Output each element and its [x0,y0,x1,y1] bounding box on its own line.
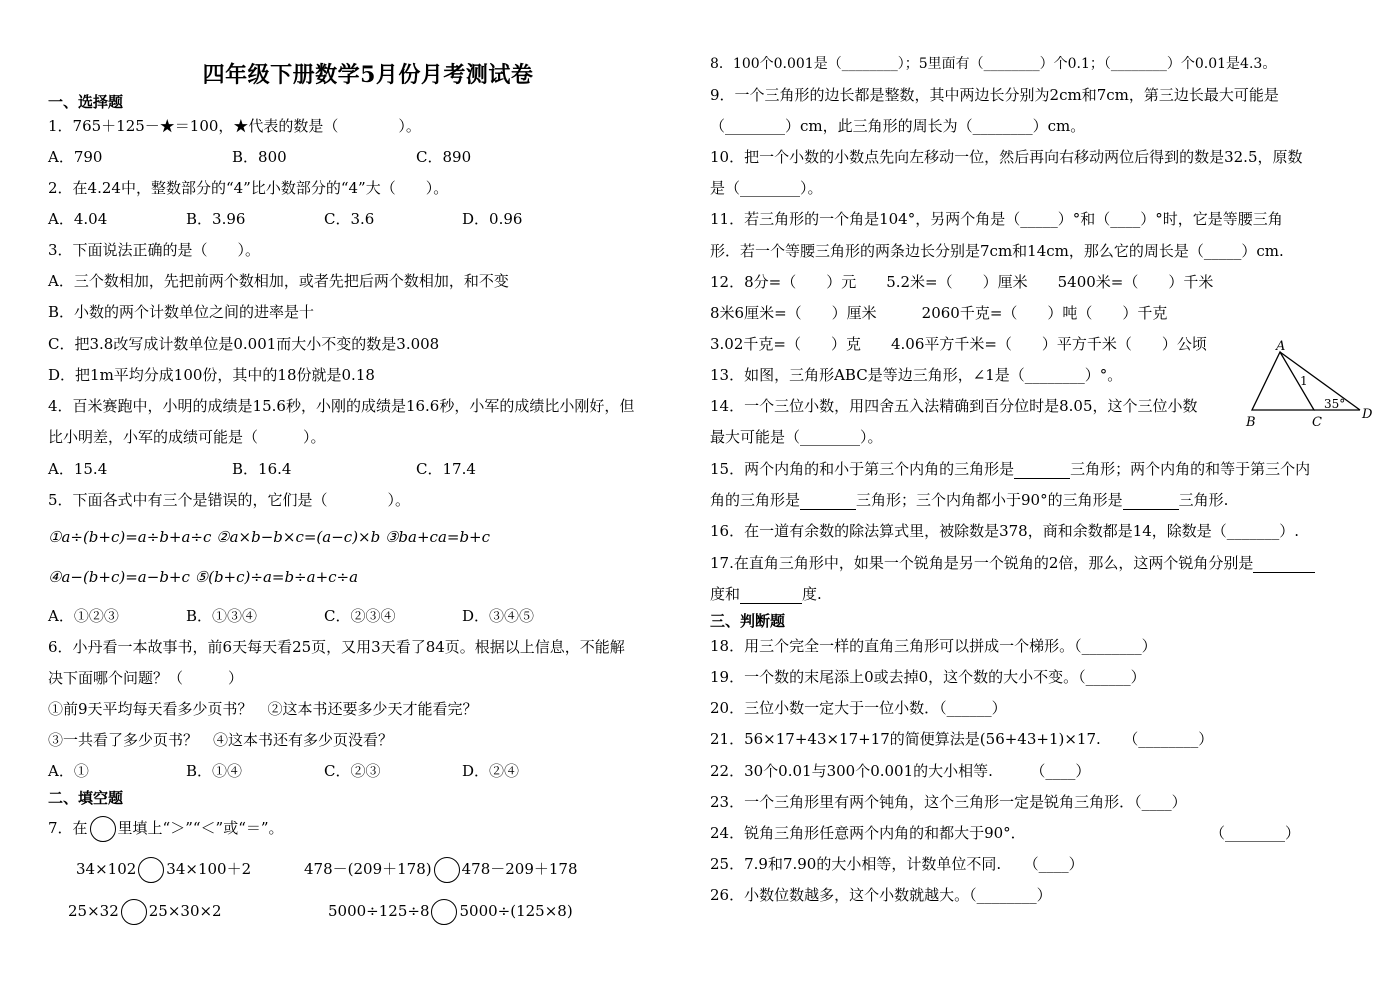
question-19: 19．一个数的末尾添上0或去掉0，这个数的大小不变。（______） [710,668,1146,686]
question-11-line1: 11．若三角形的一个角是104°，另两个角是（_____）°和（____）°时，它是等腰三角 [710,210,1283,228]
q7-expression-2 [304,856,578,883]
q3-option-b: B．小数的两个计数单位之间的进率是十 [48,303,315,321]
q5-option-a: A．①②③ [48,607,119,625]
section-heading-choice: 一、选择题 [48,93,124,111]
question-1: 1．765＋125－★＝100，★代表的数是（ ）。 [48,117,421,135]
q4-option-c: C．17.4 [416,460,476,478]
question-25: 25．7.9和7.90的大小相等，计数单位不同. （____） [710,855,1084,873]
question-7 [48,814,284,842]
q1-option-b: B．800 [232,148,287,166]
question-12-line1: 12．8分=（ ）元 5.2米=（ ）厘米 5400米=（ ）千米 [710,273,1214,291]
q24-answer-blank: （________） [1210,824,1301,842]
question-15-line1 [710,459,1310,479]
question-12-line3: 3.02千克=（ ）克 4.06平方千米=（ ）平方千米（ ）公顷 [710,335,1207,353]
question-12-line2: 8米6厘米=（ ）厘米 2060千克=（ ）吨（ ）千克 [710,304,1168,322]
page-title: 四年级下册数学5月份月考测试卷 [202,62,534,88]
triangle-figure [1240,340,1376,432]
q5-option-b: B．①③④ [186,607,258,625]
q1-option-c: C．890 [416,148,472,166]
question-13: 13．如图，三角形ABC是等边三角形，∠1是（________）°。 [710,366,1123,384]
q2-option-b: B．3.96 [186,210,246,228]
q5-expressions-1: ①a÷(b+c)=a÷b+a÷c ②a×b−b×c=(a−c)×b ③ba+ca=b+c [48,528,491,546]
q5-option-c: C．②③④ [324,607,396,625]
question-4-line1: 4．百米赛跑中，小明的成绩是15.6秒，小刚的成绩是16.6秒，小军的成绩比小刚好，但 [48,397,635,415]
answer-blank[interactable] [1123,493,1179,510]
label-d: D [1362,407,1373,422]
question-3: 3．下面说法正确的是（ ）。 [48,241,261,259]
question-22: 22．30个0.01与300个0.001的大小相等. （____） [710,762,1091,780]
label-angle-35: 35° [1324,397,1346,411]
answer-circle[interactable] [90,816,116,842]
q6-option-c: C．②③ [324,762,381,780]
q3-option-a: A．三个数相加，先把前两个数相加，或者先把后两个数相加，和不变 [48,272,509,290]
q7-expression-4 [328,898,573,925]
q7-prefix: 7．在 [48,819,88,837]
answer-blank[interactable] [800,493,856,510]
q7-expression-3 [68,898,222,925]
q15-part2: 三角形；两个内角的和等于第三个内 [1070,460,1311,478]
q7-e1-right: 34×100＋2 [166,860,252,878]
answer-circle[interactable] [121,899,147,925]
question-4-line2: 比小明差，小军的成绩可能是（ ）。 [48,428,326,446]
q2-option-d: D．0.96 [462,210,523,228]
question-14-line2: 最大可能是（________）。 [710,428,883,446]
q6-choices-2: ③一共看了多少页书？ ④这本书还有多少页没看？ [48,731,394,749]
q15-part4: 三角形；三个内角都小于90°的三角形是 [856,491,1123,509]
answer-blank[interactable] [1253,556,1315,573]
q17-part2: 度和 [710,585,741,603]
answer-blank[interactable] [740,587,802,604]
question-16: 16．在一道有余数的除法算式里，被除数是378，商和余数都是14，除数是（_______）. [710,522,1300,540]
q5-expressions-2: ④a−(b+c)=a−b+c ⑤(b+c)÷a=b÷a+c÷a [48,568,359,586]
q15-part3: 角的三角形是 [710,491,801,509]
question-24: 24．锐角三角形任意两个内角的和都大于90°． [710,824,1026,842]
question-14-line1: 14．一个三位小数，用四舍五入法精确到百分位时是8.05，这个三位小数 [710,397,1198,415]
q7-e2-left: 478－(209＋178) [304,860,432,878]
question-9-line1: 9．一个三角形的边长都是整数，其中两边长分别为2cm和7cm，第三边长最大可能是 [710,86,1279,104]
q7-e3-left: 25×32 [68,902,119,920]
q15-part5: 三角形. [1178,491,1229,509]
q6-option-d: D．②④ [462,762,520,780]
question-10-line1: 10．把一个小数的小数点先向左移动一位，然后再向右移动两位后得到的数是32.5，原数 [710,148,1303,166]
q7-suffix: 里填上“＞”“＜”或“＝”。 [117,819,284,837]
q15-part1: 15．两个内角的和小于第三个内角的三角形是 [710,460,1015,478]
label-c: C [1312,415,1322,430]
question-6-line1: 6．小丹看一本故事书，前6天每天看25页，又用3天看了84页。根据以上信息，不能解 [48,638,625,656]
q3-option-c: C．把3.8改写成计数单位是0.001而大小不变的数是3.008 [48,335,440,353]
label-angle-1: 1 [1300,374,1308,388]
question-9-line2: （________）cm，此三角形的周长为（________）cm。 [710,117,1086,135]
q4-option-b: B．16.4 [232,460,292,478]
q7-e3-right: 25×30×2 [148,902,222,920]
section-heading-fill: 二、填空题 [48,789,124,807]
q2-option-c: C．3.6 [324,210,375,228]
question-6-line2: 决下面哪个问题？（ ） [48,669,244,687]
question-8: 8．100个0.001是（________）；5里面有（________）个0.1；（________）个0.01是4.3。 [710,56,1277,72]
question-5: 5．下面各式中有三个是错误的，它们是（ ）。 [48,491,411,509]
q7-e2-right: 478－209＋178 [461,860,578,878]
answer-circle[interactable] [138,857,164,883]
q6-choices-1: ①前9天平均每天看多少页书？ ②这本书还要多少天才能看完？ [48,700,478,718]
label-b: B [1246,415,1256,430]
q4-option-a: A．15.4 [48,460,108,478]
q2-option-a: A．4.04 [48,210,108,228]
q6-option-b: B．①④ [186,762,243,780]
q1-option-a: A．790 [48,148,103,166]
q17-text: 17.在直角三角形中，如果一个锐角是另一个锐角的2倍，那么，这两个锐角分别是 [710,554,1254,572]
section-heading-judge: 三、判断题 [710,612,786,630]
q17-part3: 度. [802,585,822,603]
line-ad [1280,352,1360,410]
question-11-line2: 形．若一个等腰三角形的两条边长分别是7cm和14cm，那么它的周长是（_____）cm. [710,242,1284,260]
question-21: 21．56×17+43×17+17的简便算法是(56+43+1)×17. （________） [710,730,1214,748]
q7-e4-left: 5000÷125÷8 [328,902,430,920]
q7-e1-left: 34×102 [76,860,137,878]
answer-blank[interactable] [1014,462,1070,479]
q7-expression-1 [76,856,251,883]
answer-circle[interactable] [431,899,457,925]
question-18: 18．用三个完全一样的直角三角形可以拼成一个梯形。（________） [710,637,1157,655]
question-17-line2 [710,584,822,604]
label-a: A [1276,340,1286,354]
question-10-line2: 是（________）。 [710,179,823,197]
q6-option-a: A．① [48,762,89,780]
question-2: 2．在4.24中，整数部分的“4”比小数部分的“4”大（ ）。 [48,179,449,197]
question-20: 20．三位小数一定大于一位小数．（______） [710,699,1007,717]
q5-option-d: D．③④⑤ [462,607,535,625]
question-26: 26．小数位数越多，这个小数就越大。（________） [710,886,1052,904]
q3-option-d: D．把1m平均分成100份，其中的18份就是0.18 [48,366,375,384]
question-17-line1 [710,553,1315,573]
answer-circle[interactable] [434,857,460,883]
q7-e4-right: 5000÷(125×8) [459,902,573,920]
question-15-line2 [710,490,1228,510]
question-23: 23．一个三角形里有两个钝角，这个三角形一定是锐角三角形．（____） [710,793,1187,811]
